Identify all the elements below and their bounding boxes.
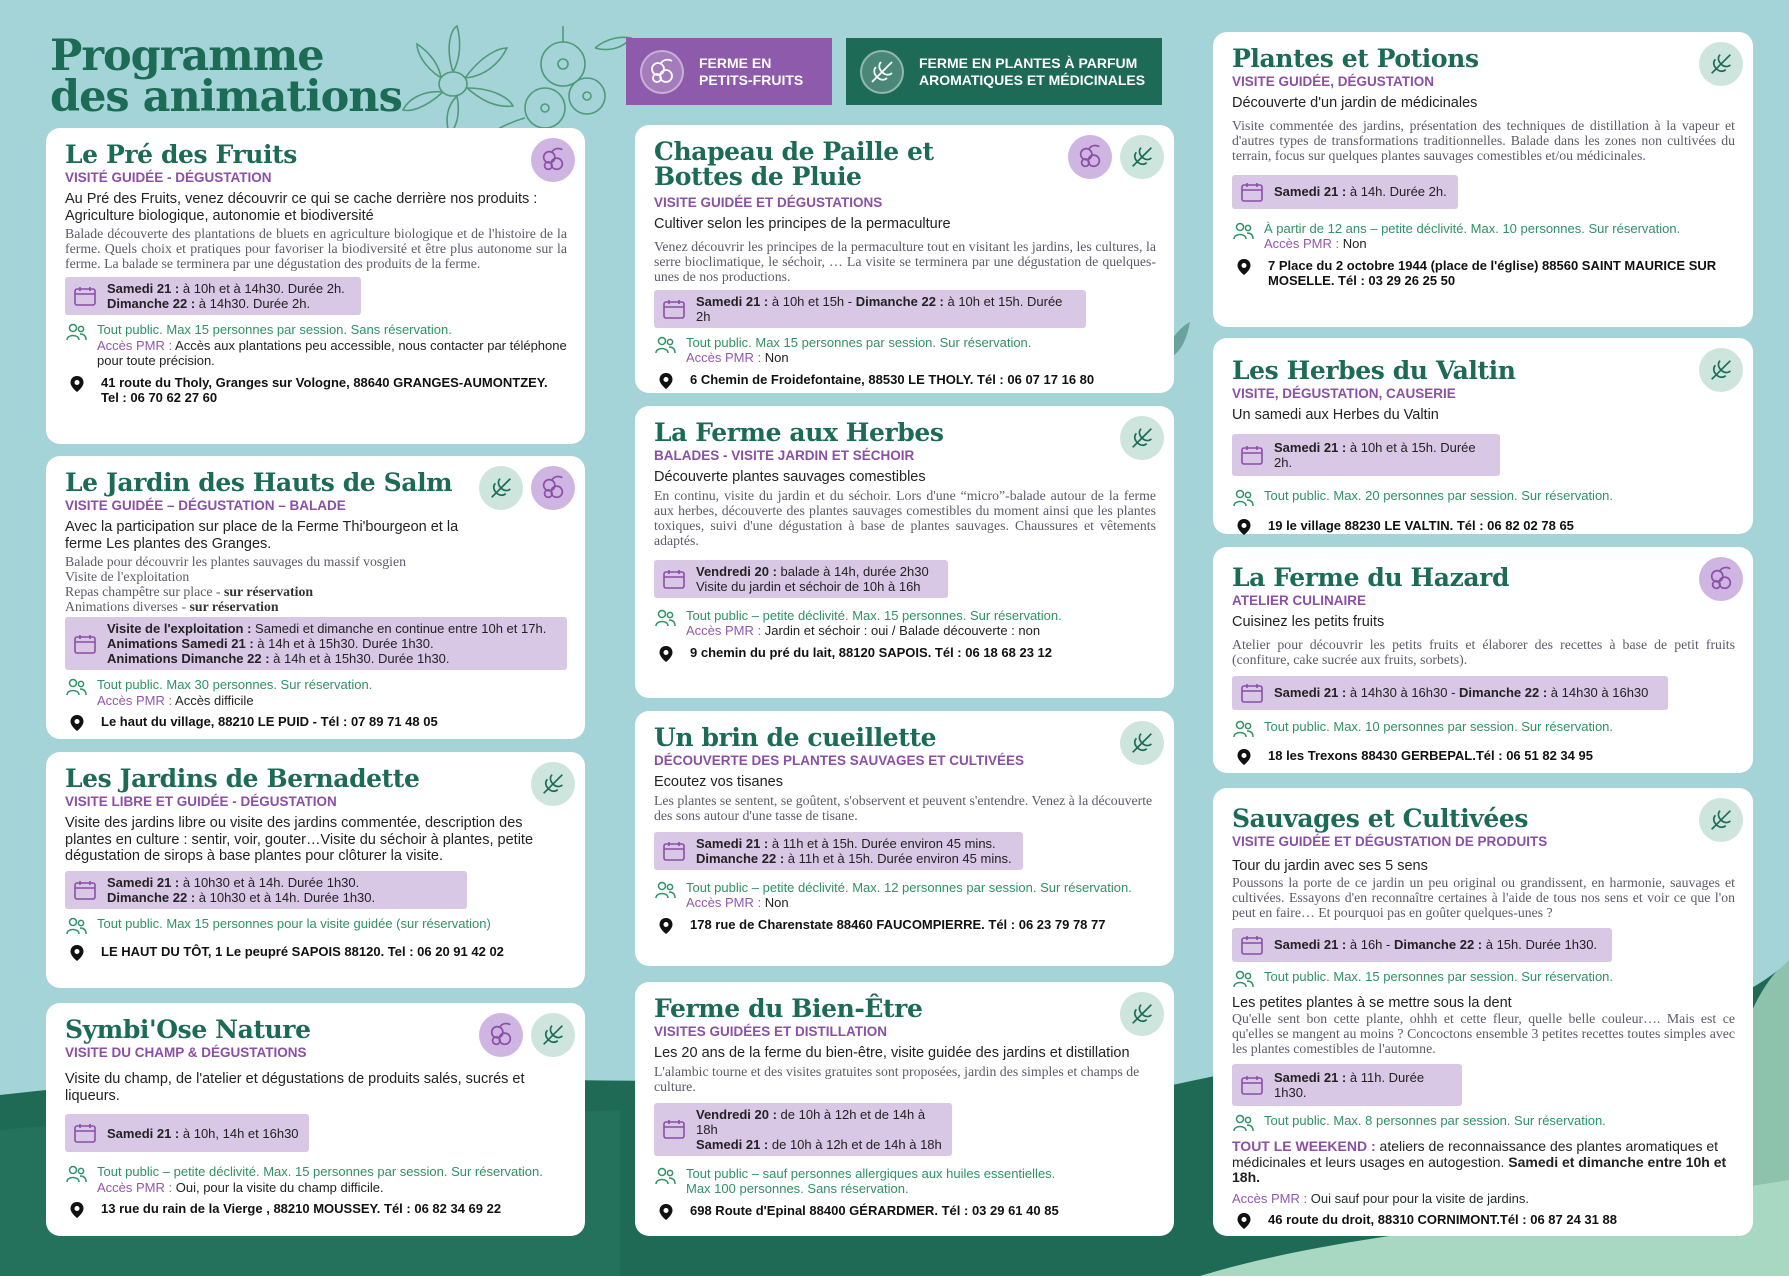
card-description: L'alambic tourne et des visites gratuites sont proposées, jardin des simples et champs de culture. — [654, 1063, 1140, 1094]
people-icon — [1232, 719, 1254, 739]
schedule: Vendredi 20 : de 10h à 12h et de 14h à 18h Samedi 21 : de 10h à 12h et de 14h à 18h — [654, 1103, 952, 1156]
schedule: Samedi 21 : à 10h et 15h - Dimanche 22 : à 10h et 15h. Durée 2h — [654, 290, 1086, 328]
herb-icon — [1699, 42, 1743, 86]
herb-icon — [1120, 416, 1164, 460]
flower-illustration — [395, 18, 635, 138]
people-icon — [65, 322, 87, 342]
calendar-icon — [1240, 181, 1264, 203]
page-title: Programme des animations — [50, 31, 402, 122]
card-lead: Au Pré des Fruits, venez découvrir ce qui se cache derrière nos produits : Agriculture biologique, autonomie et biodiversité — [65, 191, 538, 224]
map-pin-icon — [69, 944, 85, 962]
audience-info: Tout public – petite déclivité. Max. 15 personnes. Sur réservation. Accès PMR : Jardin et séchoir : oui / Balade découverte : non — [654, 608, 1156, 639]
herb-icon — [1120, 721, 1164, 765]
card-brin-de-cueillette — [635, 711, 1174, 966]
audience-info: Tout public. Max 15 personnes pour la visite guidée (sur réservation) — [65, 916, 567, 936]
address: Le haut du village, 88210 LE PUID - Tél : 07 89 71 48 05 — [65, 714, 567, 732]
schedule: Samedi 21 : à 10h30 et à 14h. Durée 1h30. Dimanche 22 : à 10h30 et à 14h. Durée 1h30. — [65, 871, 467, 909]
map-pin-icon — [1236, 748, 1252, 766]
schedule: Samedi 21 : à 14h. Durée 2h. — [1232, 175, 1458, 209]
card-title: Les Jardins de Bernadette — [65, 764, 420, 793]
audience-info: Tout public. Max 30 personnes. Sur réservation. Accès PMR : Accès difficile — [65, 677, 567, 708]
card-ferme-aux-herbes — [635, 406, 1174, 698]
map-pin-icon — [69, 714, 85, 732]
card-lead: Découverte plantes sauvages comestibles — [654, 469, 926, 485]
map-pin-icon — [1236, 1212, 1252, 1230]
address: 178 rue de Charenstate 88460 FAUCOMPIERRE. Tél : 06 23 79 78 77 — [654, 917, 1156, 935]
people-icon — [65, 677, 87, 697]
card-title: Sauvages et Cultivées — [1232, 804, 1529, 833]
address: 18 les Trexons 88430 GERBEPAL.Tél : 06 51 82 34 95 — [1232, 748, 1735, 766]
map-pin-icon — [1236, 518, 1252, 536]
audience-info: Tout public. Max. 15 personnes par session. Sur réservation. — [1232, 969, 1735, 989]
people-icon — [654, 880, 676, 900]
schedule: Vendredi 20 : balade à 14h, durée 2h30 Visite du jardin et séchoir de 10h à 16h — [654, 560, 948, 598]
herb-icon — [1699, 348, 1743, 392]
map-pin-icon — [69, 375, 85, 393]
card-subtitle: VISITE GUIDÉE ET DÉGUSTATIONS — [654, 195, 883, 210]
schedule-2: Samedi 21 : à 11h. Durée 1h30. — [1232, 1064, 1462, 1106]
card-title: Le Pré des Fruits — [65, 140, 297, 169]
people-icon — [654, 335, 676, 355]
card-subtitle: ATELIER CULINAIRE — [1232, 593, 1366, 608]
card-jardin-hauts-de-salm — [46, 456, 585, 739]
calendar-icon — [73, 285, 97, 307]
card-description: Visite commentée des jardins, présentation des techniques de distillation à la vapeur et d'autres types de transformations traditionnelles. Balade dans les zones non cultivées du terrain, focus sur quelques plantes sauvages comestibles et/ou médicinales. — [1232, 117, 1735, 163]
berries-icon — [1699, 557, 1743, 601]
schedule: Samedi 21 : à 10h et à 14h30. Durée 2h. Dimanche 22 : à 14h30. Durée 2h. — [65, 277, 361, 315]
card-description: Poussons la porte de ce jardin un peu original ou grandissent, en harmonie, sauvages et cultivées. Essayons d'en reconnaître certaines à l'aide de tous nos sens et voir ce que l'on peut en faire… Et pourquoi pas en goûter quelques-unes ? — [1232, 874, 1735, 920]
legend-fruits: FERME EN PETITS-FRUITS — [626, 38, 832, 105]
card-subtitle: VISITES GUIDÉES ET DISTILLATION — [654, 1024, 888, 1039]
schedule: Visite de l'exploitation : Samedi et dimanche en continue entre 10h et 17h. Animations Samedi 21 : à 14h et à 15h30. Durée 1h30. Animations Dimanche 22 : à 14h et à 15h30. Durée 1h30. — [65, 617, 567, 670]
address: 6 Chemin de Froidefontaine, 88530 LE THOLY. Tél : 06 07 17 16 80 — [654, 372, 1156, 390]
herb-icon — [1120, 992, 1164, 1036]
audience-info: Tout public – petite déclivité. Max. 15 personnes par session. Sur réservation. Accès PMR : Oui, pour la visite du champ difficile. — [65, 1164, 567, 1195]
calendar-icon — [73, 633, 97, 655]
schedule: Samedi 21 : à 11h et à 15h. Durée environ 45 mins. Dimanche 22 : à 11h et à 15h. Durée environ 45 mins. — [654, 832, 1023, 870]
card-lead: Visite du champ, de l'atelier et dégustations de produits salés, sucrés et liqueurs. — [65, 1071, 525, 1104]
card-title: La Ferme du Hazard — [1232, 563, 1510, 592]
berries-icon — [531, 466, 575, 510]
card-subtitle: VISITE, DÉGUSTATION, CAUSERIE — [1232, 386, 1456, 401]
address: 46 route du droit, 88310 CORNIMONT.Tél : 06 87 24 31 88 — [1232, 1212, 1735, 1230]
address: 19 le village 88230 LE VALTIN. Tél : 06 82 02 78 65 — [1232, 518, 1735, 536]
card-subtitle: VISITE GUIDÉE ET DÉGUSTATION DE PRODUITS — [1232, 834, 1548, 849]
herb-icon — [479, 466, 523, 510]
card-description: Atelier pour découvrir les petits fruits et élaborer des recettes à base de petit fruits (confiture, cake sucrée aux fruits, sorbets). — [1232, 636, 1735, 667]
card-lead: Découverte d'un jardin de médicinales — [1232, 95, 1478, 111]
map-pin-icon — [658, 372, 674, 390]
card-lead: Tour du jardin avec ses 5 sens — [1232, 858, 1428, 874]
people-icon — [65, 1164, 87, 1184]
people-icon — [1232, 969, 1254, 989]
card-subtitle: DÉCOUVERTE DES PLANTES SAUVAGES ET CULTIVÉES — [654, 753, 1025, 768]
address: 41 route du Tholy, Granges sur Vologne, 88640 GRANGES-AUMONTZEY. Tel : 06 70 62 27 60 — [65, 375, 567, 406]
card-title: Ferme du Bien-Être — [654, 994, 923, 1023]
card-description: Venez découvrir les principes de la permaculture tout en visitant les jardins, les cultures, la serre bioclimatique, le séchoir, … La visite se terminera par une dégustation de quelques-unes de nos productions. — [654, 238, 1156, 284]
card-lead-2: Les petites plantes à se mettre sous la dent — [1232, 994, 1512, 1011]
card-lead: Visite des jardins libre ou visite des jardins commentée, description des plantes en culture : sentir, voir, gouter…Visite du séchoir à plantes, petite dégustation de sirops à base plantes pour clôturer la visite. — [65, 815, 534, 864]
map-pin-icon — [658, 917, 674, 935]
calendar-icon — [73, 1122, 97, 1144]
card-title: Le Jardin des Hauts de Salm — [65, 468, 453, 497]
card-sauvages-et-cultivees — [1213, 788, 1753, 1236]
map-pin-icon — [1236, 258, 1252, 276]
card-description: En continu, visite du jardin et du séchoir. Lors d'une “micro”-balade autour de la ferme aux herbes, découverte des plantes sauvages comestibles du moment ainsi que les plantes toxiques, suivi d'une dégustation à base de plantes sauvages. Chaussures et vêtements adaptés. — [654, 487, 1156, 548]
audience-info: Tout public. Max. 20 personnes par session. Sur réservation. — [1232, 488, 1735, 508]
schedule: Samedi 21 : à 16h - Dimanche 22 : à 15h. Durée 1h30. — [1232, 928, 1612, 962]
people-icon — [65, 916, 87, 936]
address: 698 Route d'Epinal 88400 GÉRARDMER. Tél : 03 29 61 40 85 — [654, 1203, 1156, 1221]
card-title: Un brin de cueillette — [654, 723, 937, 752]
people-icon — [1232, 1113, 1254, 1133]
calendar-icon — [1240, 1074, 1264, 1096]
card-herbes-du-valtin — [1213, 338, 1753, 534]
card-lead: Avec la participation sur place de la Ferme Thi'bourgeon et la ferme Les plantes des Granges. — [65, 519, 459, 552]
card-lead: Cultiver selon les principes de la permaculture — [654, 216, 951, 232]
map-pin-icon — [658, 1203, 674, 1221]
address: LE HAUT DU TÔT, 1 Le peupré SAPOIS 88120. Tel : 06 20 91 42 02 — [65, 944, 567, 962]
schedule: Samedi 21 : à 10h, 14h et 16h30 — [65, 1114, 309, 1152]
card-description: Les plantes se sentent, se goûtent, s'observent et peuvent s'entendre. Venez à la découverte des sons autour d'une tasse de tisane. — [654, 792, 1153, 823]
berries-icon — [1068, 135, 1112, 179]
card-subtitle: VISITE DU CHAMP & DÉGUSTATIONS — [65, 1045, 307, 1060]
audience-info: Tout public. Max 15 personnes par session. Sur réservation. Accès PMR : Non — [654, 335, 1156, 366]
calendar-icon — [1240, 444, 1264, 466]
herb-icon — [531, 762, 575, 806]
card-title: Les Herbes du Valtin — [1232, 356, 1516, 385]
card-lead: Cuisinez les petits fruits — [1232, 614, 1385, 630]
card-chapeau-de-paille — [635, 125, 1174, 393]
weekend-info: TOUT LE WEEKEND : ateliers de reconnaissance des plantes aromatiques et médicinales et leurs usages en autogestion. Samedi et dimanche entre 10h et 18h. — [1232, 1138, 1727, 1185]
address: 13 rue du rain de la Vierge , 88210 MOUSSEY. Tél : 06 82 34 69 22 — [65, 1201, 567, 1219]
map-pin-icon — [658, 645, 674, 663]
people-icon — [1232, 488, 1254, 508]
audience-info-2: Tout public. Max. 8 personnes par session. Sur réservation. — [1232, 1113, 1735, 1133]
berries-icon — [640, 50, 684, 94]
audience-info: Tout public. Max 15 personnes par session. Sans réservation. Accès PMR : Accès aux plantations peu accessible, nous contacter par téléphone pour toute précision. — [65, 322, 567, 369]
card-pre-des-fruits — [46, 128, 585, 444]
card-subtitle: BALADES - VISITE JARDIN ET SÉCHOIR — [654, 448, 915, 463]
card-title: La Ferme aux Herbes — [654, 418, 944, 447]
card-description: Balade pour découvrir les plantes sauvages du massif vosgien Visite de l'exploitation Repas champêtre sur place - sur réservation Animations diverses - sur réservation — [65, 554, 407, 614]
card-title: Plantes et Potions — [1232, 44, 1479, 73]
card-symbiose-nature — [46, 1003, 585, 1236]
pmr-info: Accès PMR : Oui sauf pour pour la visite de jardins. — [1232, 1190, 1529, 1206]
card-lead: Un samedi aux Herbes du Valtin — [1232, 407, 1439, 423]
people-icon — [654, 608, 676, 628]
calendar-icon — [662, 298, 686, 320]
audience-info: Tout public. Max. 10 personnes par session. Sur réservation. — [1232, 719, 1735, 739]
calendar-icon — [662, 1118, 686, 1140]
card-ferme-du-bien-etre — [635, 982, 1174, 1236]
calendar-icon — [1240, 934, 1264, 956]
card-ferme-du-hazard — [1213, 547, 1753, 773]
audience-info: Tout public – sauf personnes allergiques aux huiles essentielles. Max 100 personnes. Sans réservation. — [654, 1166, 1156, 1197]
card-subtitle: VISITÉ GUIDÉE - DÉGUSTATION — [65, 170, 272, 185]
people-icon — [654, 1166, 676, 1186]
herb-icon — [1699, 798, 1743, 842]
schedule: Samedi 21 : à 14h30 à 16h30 - Dimanche 22 : à 14h30 à 16h30 — [1232, 676, 1668, 710]
calendar-icon — [1240, 682, 1264, 704]
address: 9 chemin du pré du lait, 88120 SAPOIS. Tél : 06 18 68 23 12 — [654, 645, 1156, 663]
herb-icon — [1120, 135, 1164, 179]
card-description-2: Qu'elle sent bon cette plante, ohhh et cette fleur, quelle belle couleur…. Mais est ce qu'elles se mangent au moins ? Concoctons ensemble 3 petites recettes toutes simples avec les plantes comestibles de l'automne. — [1232, 1011, 1735, 1056]
herb-icon — [860, 50, 904, 94]
herb-icon — [531, 1013, 575, 1057]
map-pin-icon — [69, 1201, 85, 1219]
card-lead: Ecoutez vos tisanes — [654, 774, 783, 790]
card-description: Balade découverte des plantations de bluets en agriculture biologique et de l'histoire de la ferme. Quels choix et pratiques pour favoriser la biodiversité et être plus autonome sur la ferme. La balade se terminera par une dégustation des produits de la ferme. — [65, 226, 567, 271]
card-plantes-et-potions — [1213, 32, 1753, 327]
card-subtitle: VISITE LIBRE ET GUIDÉE - DÉGUSTATION — [65, 794, 337, 809]
address: 7 Place du 2 octobre 1944 (place de l'église) 88560 SAINT MAURICE SUR MOSELLE. Tél : 03 29 26 25 50 — [1232, 258, 1735, 289]
berries-icon — [479, 1013, 523, 1057]
calendar-icon — [662, 568, 686, 590]
card-title: Symbi'Ose Nature — [65, 1015, 311, 1044]
calendar-icon — [73, 879, 97, 901]
people-icon — [1232, 221, 1254, 241]
audience-info: À partir de 12 ans – petite déclivité. Max. 10 personnes. Sur réservation. Accès PMR : Non — [1232, 221, 1735, 252]
card-lead: Les 20 ans de la ferme du bien-être, visite guidée des jardins et distillation — [654, 1045, 1130, 1061]
calendar-icon — [662, 840, 686, 862]
card-subtitle: VISITE GUIDÉE, DÉGUSTATION — [1232, 74, 1435, 89]
card-subtitle: VISITE GUIDÉE – DÉGUSTATION – BALADE — [65, 498, 346, 513]
audience-info: Tout public – petite déclivité. Max. 12 personnes par session. Sur réservation. Accès PMR : Non — [654, 880, 1156, 911]
card-jardins-de-bernadette — [46, 752, 585, 988]
berries-icon — [531, 138, 575, 182]
schedule: Samedi 21 : à 10h et à 15h. Durée 2h. — [1232, 434, 1500, 476]
card-title: Chapeau de Paille et Bottes de Pluie — [654, 137, 934, 191]
legend-plants: FERME EN PLANTES À PARFUM AROMATIQUES ET MÉDICINALES — [846, 38, 1162, 105]
